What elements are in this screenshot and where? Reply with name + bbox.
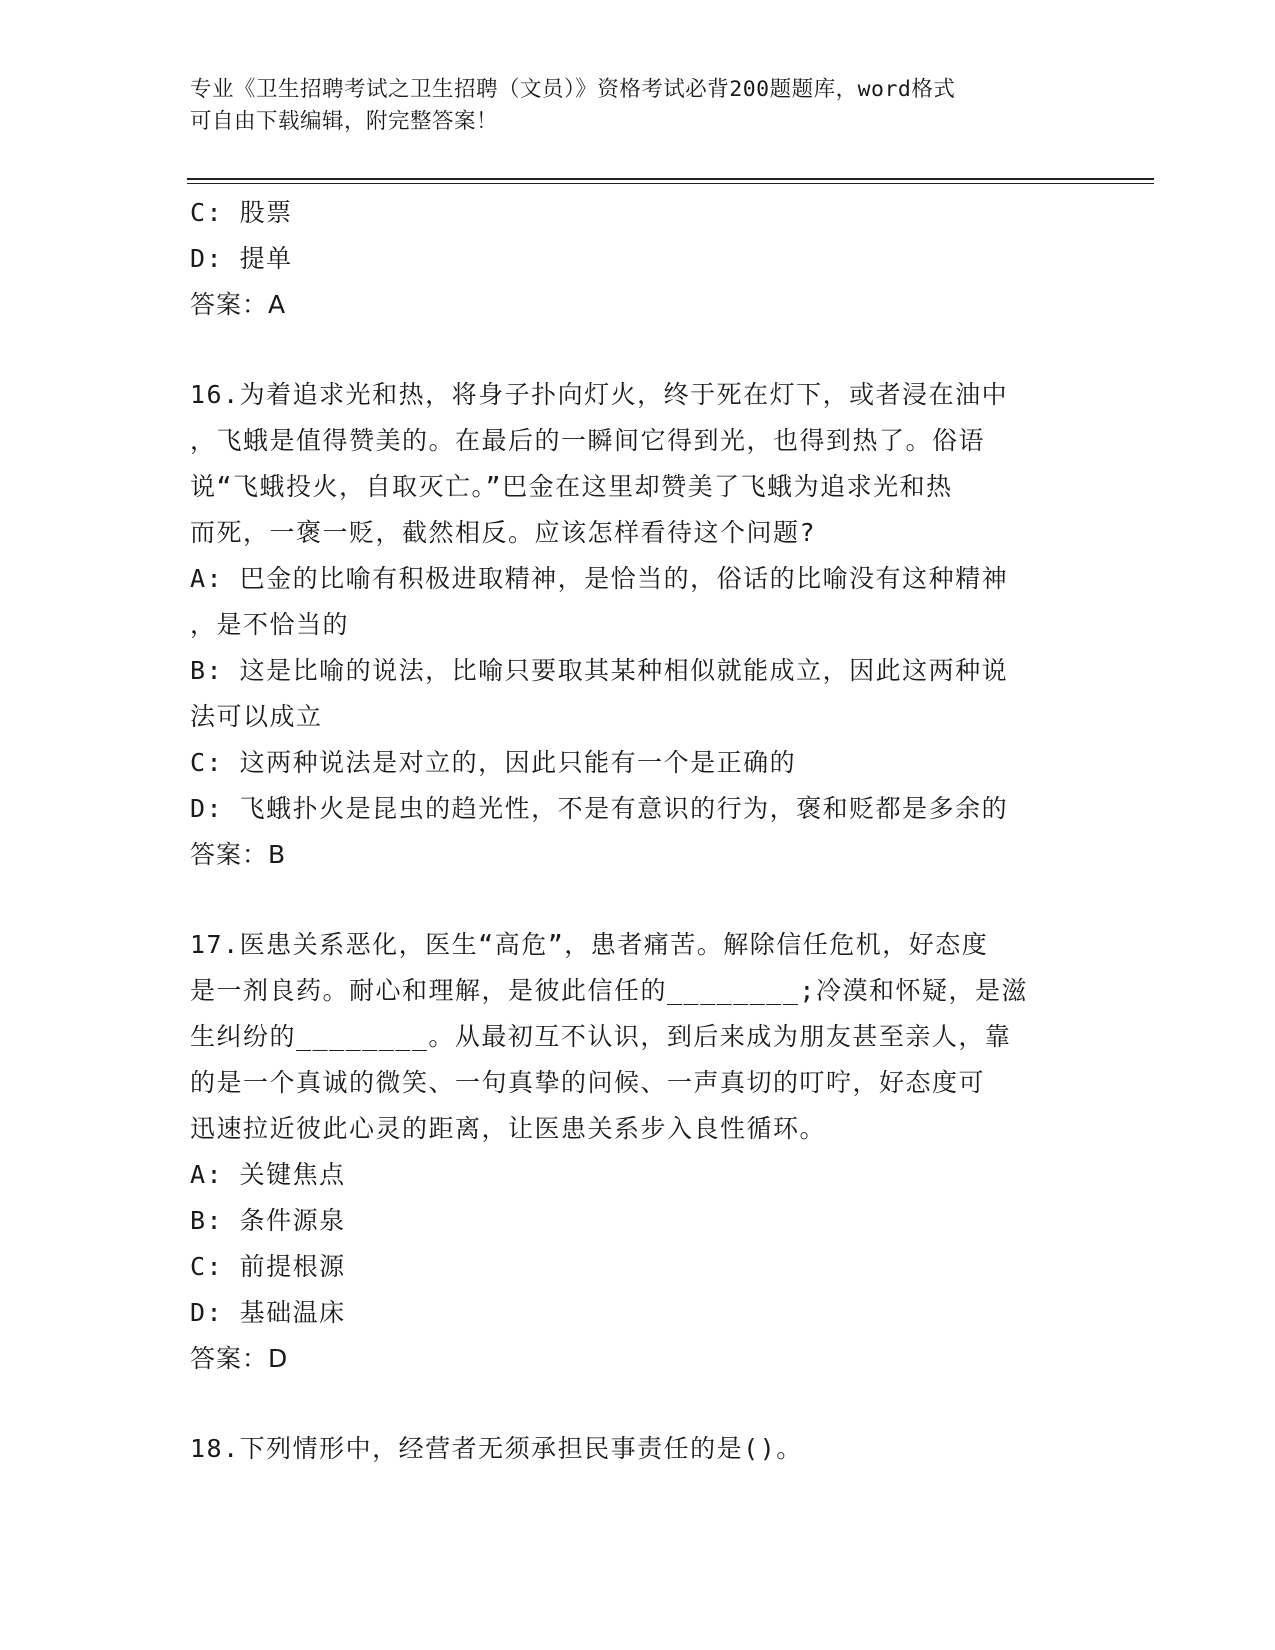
q16-option-b-cont: 法可以成立 <box>190 702 323 731</box>
question-content <box>190 190 1090 1472</box>
q17-stem-line: 的是一个真诚的微笑、一句真挚的问候、一声真切的叮咛，好态度可 <box>190 1068 986 1097</box>
header-line-1: 专业《卫生招聘考试之卫生招聘（文员）》资格考试必背200题题库，word格式 <box>190 77 956 102</box>
q17-stem-line: 生纠纷的________。从最初互不认识，到后来成为朋友甚至亲人，靠 <box>190 1022 1012 1051</box>
spacer <box>190 1382 1090 1426</box>
q16-answer: 答案：B <box>190 840 287 869</box>
q17-answer: 答案：D <box>190 1344 289 1373</box>
q17-stem-line: 17.医患关系恶化，医生“高危”，患者痛苦。解除信任危机，好态度 <box>190 930 989 959</box>
q16-option-a-cont: ，是不恰当的 <box>190 610 350 639</box>
q18-stem-line: 18.下列情形中，经营者无须承担民事责任的是()。 <box>190 1434 803 1463</box>
answer-line: 答案：A <box>190 290 287 319</box>
q17-stem-line: 是一剂良药。耐心和理解，是彼此信任的________;冷漠和怀疑，是滋 <box>190 976 1028 1005</box>
q16-stem-line: 16.为着追求光和热，将身子扑向灯火，终于死在灯下，或者浸在油中 <box>190 380 1009 409</box>
spacer <box>190 878 1090 922</box>
q16-stem-line: 说“飞蛾投火，自取灭亡。”巴金在这里却赞美了飞蛾为追求光和热 <box>190 472 953 501</box>
header-divider-thin <box>187 183 1154 184</box>
q17-option-b: B: 条件源泉 <box>190 1206 346 1235</box>
q17-option-d: D: 基础温床 <box>190 1298 346 1327</box>
q16-stem-line: 而死，一褒一贬，截然相反。应该怎样看待这个问题? <box>190 518 817 547</box>
header-line-2: 可自由下载编辑，附完整答案！ <box>190 109 499 134</box>
spacer <box>190 328 1090 372</box>
document-header <box>190 74 1070 138</box>
q17-option-c: C: 前提根源 <box>190 1252 346 1281</box>
q16-option-d: D: 飞蛾扑火是昆虫的趋光性，不是有意识的行为，褒和贬都是多余的 <box>190 794 1009 823</box>
q16-option-b: B: 这是比喻的说法，比喻只要取其某种相似就能成立，因此这两种说 <box>190 656 1009 685</box>
q17-option-a: A: 关键焦点 <box>190 1160 346 1189</box>
q16-option-c: C: 这两种说法是对立的，因此只能有一个是正确的 <box>190 748 797 777</box>
option-c: C: 股票 <box>190 198 293 227</box>
q16-option-a: A: 巴金的比喻有积极进取精神，是恰当的，俗话的比喻没有这种精神 <box>190 564 1009 593</box>
q16-stem-line: ，飞蛾是值得赞美的。在最后的一瞬间它得到光，也得到热了。俗语 <box>190 426 986 455</box>
q17-stem-line: 迅速拉近彼此心灵的距离，让医患关系步入良性循环。 <box>190 1114 827 1143</box>
option-d: D: 提单 <box>190 244 293 273</box>
header-divider-thick <box>187 178 1154 180</box>
